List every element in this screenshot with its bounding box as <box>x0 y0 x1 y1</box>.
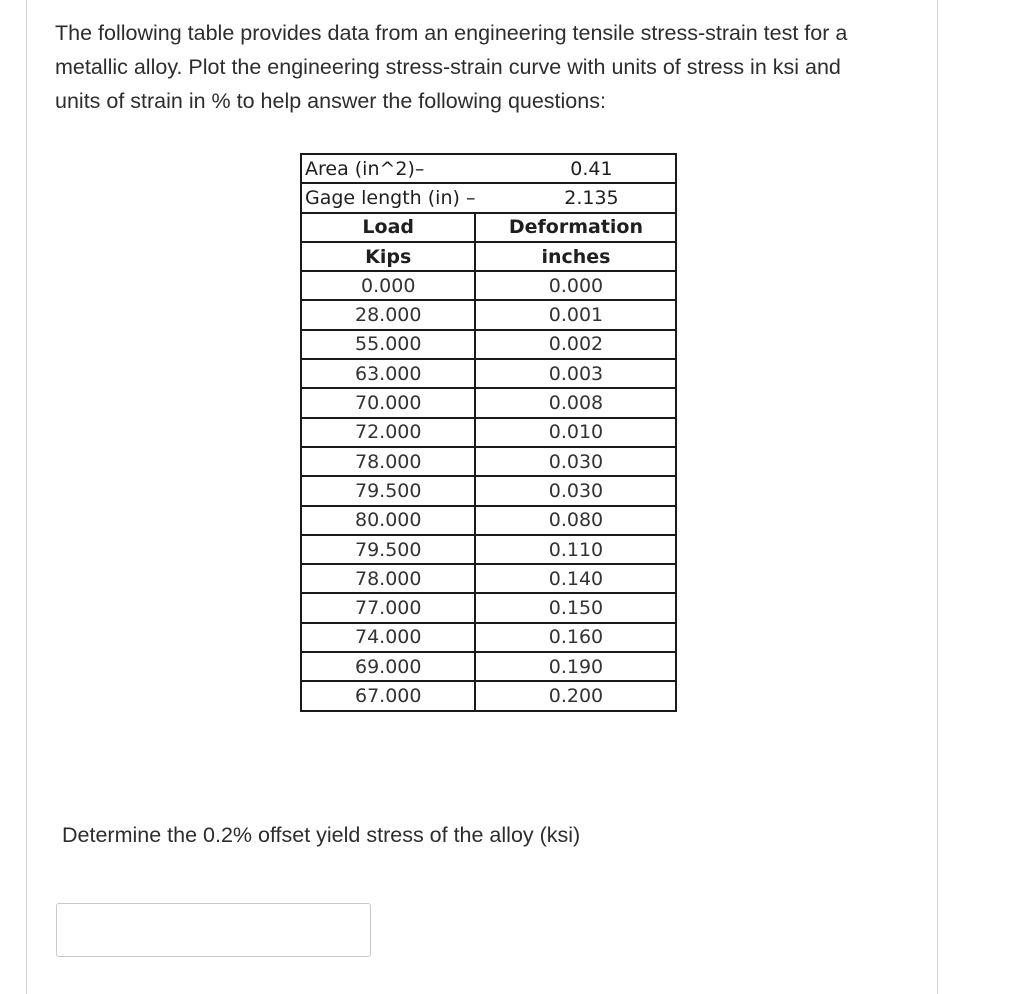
table-row <box>301 359 676 388</box>
load-value: 80.000 <box>301 506 475 535</box>
load-value: 67.000 <box>301 681 475 710</box>
deformation-value: 0.080 <box>475 506 676 535</box>
deformation-value: 0.110 <box>475 535 676 564</box>
deformation-value: 0.003 <box>475 359 676 388</box>
load-unit: Kips <box>301 242 475 271</box>
load-value: 78.000 <box>301 447 475 476</box>
load-value: 77.000 <box>301 593 475 622</box>
table-row <box>301 418 676 447</box>
deformation-value: 0.140 <box>475 564 676 593</box>
table-row <box>301 447 676 476</box>
deformation-value: 0.030 <box>475 447 676 476</box>
answer-input[interactable] <box>56 903 371 957</box>
area-row <box>301 154 676 183</box>
table-row <box>301 593 676 622</box>
deformation-value: 0.008 <box>475 388 676 417</box>
table-row <box>301 506 676 535</box>
question-intro-line-1: The following table provides data from an engineering tensile stress-strain test for a <box>55 21 848 45</box>
load-value: 79.500 <box>301 476 475 505</box>
gage-length-row <box>301 183 676 212</box>
deformation-value: 0.000 <box>475 271 676 300</box>
question-intro-line-3: units of strain in % to help answer the following questions: <box>55 89 606 113</box>
table-row <box>301 564 676 593</box>
area-label: Area (in^2)– <box>301 154 475 183</box>
table-row <box>301 330 676 359</box>
deformation-value: 0.010 <box>475 418 676 447</box>
load-value: 70.000 <box>301 388 475 417</box>
load-header: Load <box>301 213 475 242</box>
load-value: 69.000 <box>301 652 475 681</box>
deformation-value: 0.002 <box>475 330 676 359</box>
gage-length-label: Gage length (in) – <box>301 183 475 212</box>
load-value: 79.500 <box>301 535 475 564</box>
question-card <box>26 0 938 994</box>
deformation-value: 0.190 <box>475 652 676 681</box>
load-value: 63.000 <box>301 359 475 388</box>
table-row <box>301 652 676 681</box>
load-value: 78.000 <box>301 564 475 593</box>
load-value: 74.000 <box>301 623 475 652</box>
table-row <box>301 623 676 652</box>
question-text <box>55 16 905 118</box>
question-intro-line-2: metallic alloy. Plot the engineering stress-strain curve with units of stress in ksi and <box>55 55 841 79</box>
table-row <box>301 681 676 710</box>
gage-length-value: 2.135 <box>475 183 676 212</box>
header-row <box>301 213 676 242</box>
deformation-value: 0.160 <box>475 623 676 652</box>
load-value: 0.000 <box>301 271 475 300</box>
deformation-value: 0.001 <box>475 300 676 329</box>
unit-row <box>301 242 676 271</box>
table-row <box>301 535 676 564</box>
deformation-header: Deformation <box>475 213 676 242</box>
table-row <box>301 300 676 329</box>
table-row <box>301 388 676 417</box>
load-value: 28.000 <box>301 300 475 329</box>
tensile-data-table <box>300 153 677 712</box>
deformation-unit: inches <box>475 242 676 271</box>
area-value: 0.41 <box>475 154 676 183</box>
deformation-value: 0.150 <box>475 593 676 622</box>
load-value: 72.000 <box>301 418 475 447</box>
deformation-value: 0.030 <box>475 476 676 505</box>
question-prompt: Determine the 0.2% offset yield stress of the alloy (ksi) <box>62 823 581 847</box>
table-row <box>301 476 676 505</box>
table-row <box>301 271 676 300</box>
load-value: 55.000 <box>301 330 475 359</box>
deformation-value: 0.200 <box>475 681 676 710</box>
